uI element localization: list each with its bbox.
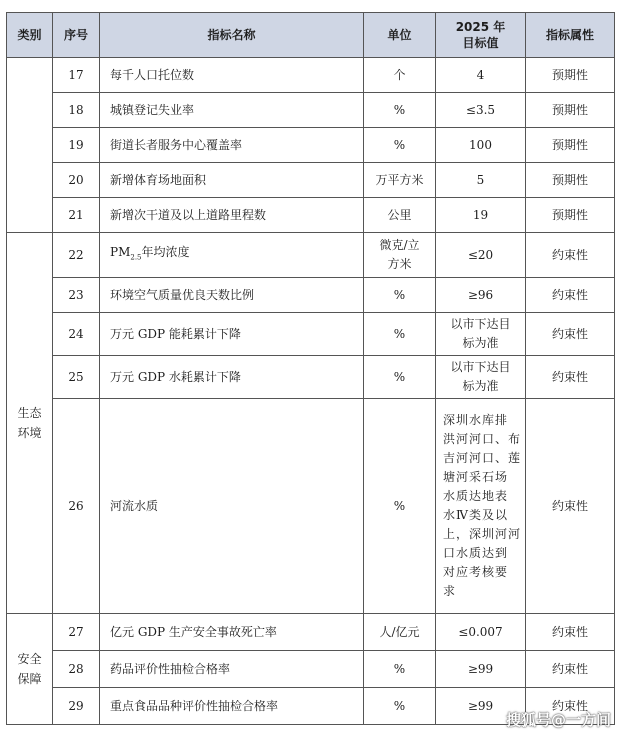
unit: % [364, 688, 436, 725]
indicator-table [6, 12, 615, 725]
pm-subscript: 2.5 [130, 253, 142, 262]
target-value: 4 [436, 58, 526, 93]
row-number: 29 [53, 688, 100, 725]
row-number: 17 [53, 58, 100, 93]
attribute: 约束性 [526, 278, 615, 313]
attribute: 约束性 [526, 651, 615, 688]
indicator-name: 万元 GDP 能耗累计下降 [100, 313, 364, 356]
unit: % [364, 399, 436, 614]
row-number: 24 [53, 313, 100, 356]
unit: % [364, 278, 436, 313]
target-value: ≥96 [436, 278, 526, 313]
indicator-name: 环境空气质量优良天数比例 [100, 278, 364, 313]
target-value: 以市下达目 标为准 [436, 313, 526, 356]
pm-label: PM [110, 244, 131, 259]
table-row [7, 93, 615, 128]
unit: % [364, 128, 436, 163]
target-value: ≤3.5 [436, 93, 526, 128]
indicator-name: 河流水质 [100, 399, 364, 614]
row-number: 21 [53, 198, 100, 233]
table-row [7, 198, 615, 233]
unit: 人/亿元 [364, 614, 436, 651]
indicator-name: 万元 GDP 水耗累计下降 [100, 356, 364, 399]
table-row [7, 356, 615, 399]
header-indicator-name: 指标名称 [100, 13, 364, 58]
pm-label-rest: 年均浓度 [141, 244, 190, 259]
table-row [7, 399, 615, 614]
unit: % [364, 313, 436, 356]
target-value: ≤0.007 [436, 614, 526, 651]
attribute: 约束性 [526, 688, 615, 725]
indicator-name: 药品评价性抽检合格率 [100, 651, 364, 688]
target-value: ≥99 [436, 688, 526, 725]
attribute: 约束性 [526, 399, 615, 614]
target-value: 深圳水库排 洪河河口、布 吉河河口、莲 塘河采石场 水质达地表 水Ⅳ类及以 上，深圳河河 口水质达到 对应考核要 求 [436, 399, 526, 614]
attribute: 约束性 [526, 614, 615, 651]
row-number: 20 [53, 163, 100, 198]
row-number: 26 [53, 399, 100, 614]
header-attribute: 指标属性 [526, 13, 615, 58]
attribute: 预期性 [526, 58, 615, 93]
target-value: 100 [436, 128, 526, 163]
target-value: 以市下达目 标为准 [436, 356, 526, 399]
indicator-name-pm25 [100, 233, 364, 278]
header-row [7, 13, 615, 58]
header-category: 类别 [7, 13, 53, 58]
row-number: 19 [53, 128, 100, 163]
indicator-name: 每千人口托位数 [100, 58, 364, 93]
table-row [7, 233, 615, 278]
table-row [7, 313, 615, 356]
attribute: 约束性 [526, 313, 615, 356]
table-row [7, 58, 615, 93]
indicator-name: 街道长者服务中心覆盖率 [100, 128, 364, 163]
attribute: 预期性 [526, 93, 615, 128]
attribute: 约束性 [526, 233, 615, 278]
target-value: ≥99 [436, 651, 526, 688]
indicator-name: 重点食品品种评价性抽检合格率 [100, 688, 364, 725]
category-cell-first [7, 58, 53, 233]
table-row [7, 163, 615, 198]
row-number: 23 [53, 278, 100, 313]
category-cell-safety: 安全 保障 [7, 614, 53, 725]
table-row [7, 614, 615, 651]
attribute: 预期性 [526, 198, 615, 233]
unit: % [364, 651, 436, 688]
row-number: 18 [53, 93, 100, 128]
indicator-name: 新增次干道及以上道路里程数 [100, 198, 364, 233]
attribute: 预期性 [526, 163, 615, 198]
unit: 万平方米 [364, 163, 436, 198]
header-number: 序号 [53, 13, 100, 58]
row-number: 27 [53, 614, 100, 651]
row-number: 25 [53, 356, 100, 399]
indicator-name: 城镇登记失业率 [100, 93, 364, 128]
unit: 个 [364, 58, 436, 93]
indicator-name: 亿元 GDP 生产安全事故死亡率 [100, 614, 364, 651]
unit: % [364, 93, 436, 128]
target-value: ≤20 [436, 233, 526, 278]
target-value: 19 [436, 198, 526, 233]
row-number: 28 [53, 651, 100, 688]
unit: 微克/立 方米 [364, 233, 436, 278]
category-cell-ecology: 生态 环境 [7, 233, 53, 614]
attribute: 约束性 [526, 356, 615, 399]
target-value: 5 [436, 163, 526, 198]
table-row [7, 278, 615, 313]
table-row [7, 651, 615, 688]
row-number: 22 [53, 233, 100, 278]
header-unit: 单位 [364, 13, 436, 58]
attribute: 预期性 [526, 128, 615, 163]
watermark: 搜狐号@一方间 [505, 711, 611, 729]
unit: % [364, 356, 436, 399]
table-row [7, 128, 615, 163]
indicator-name: 新增体育场地面积 [100, 163, 364, 198]
header-target: 2025 年 目标值 [436, 13, 526, 58]
unit: 公里 [364, 198, 436, 233]
